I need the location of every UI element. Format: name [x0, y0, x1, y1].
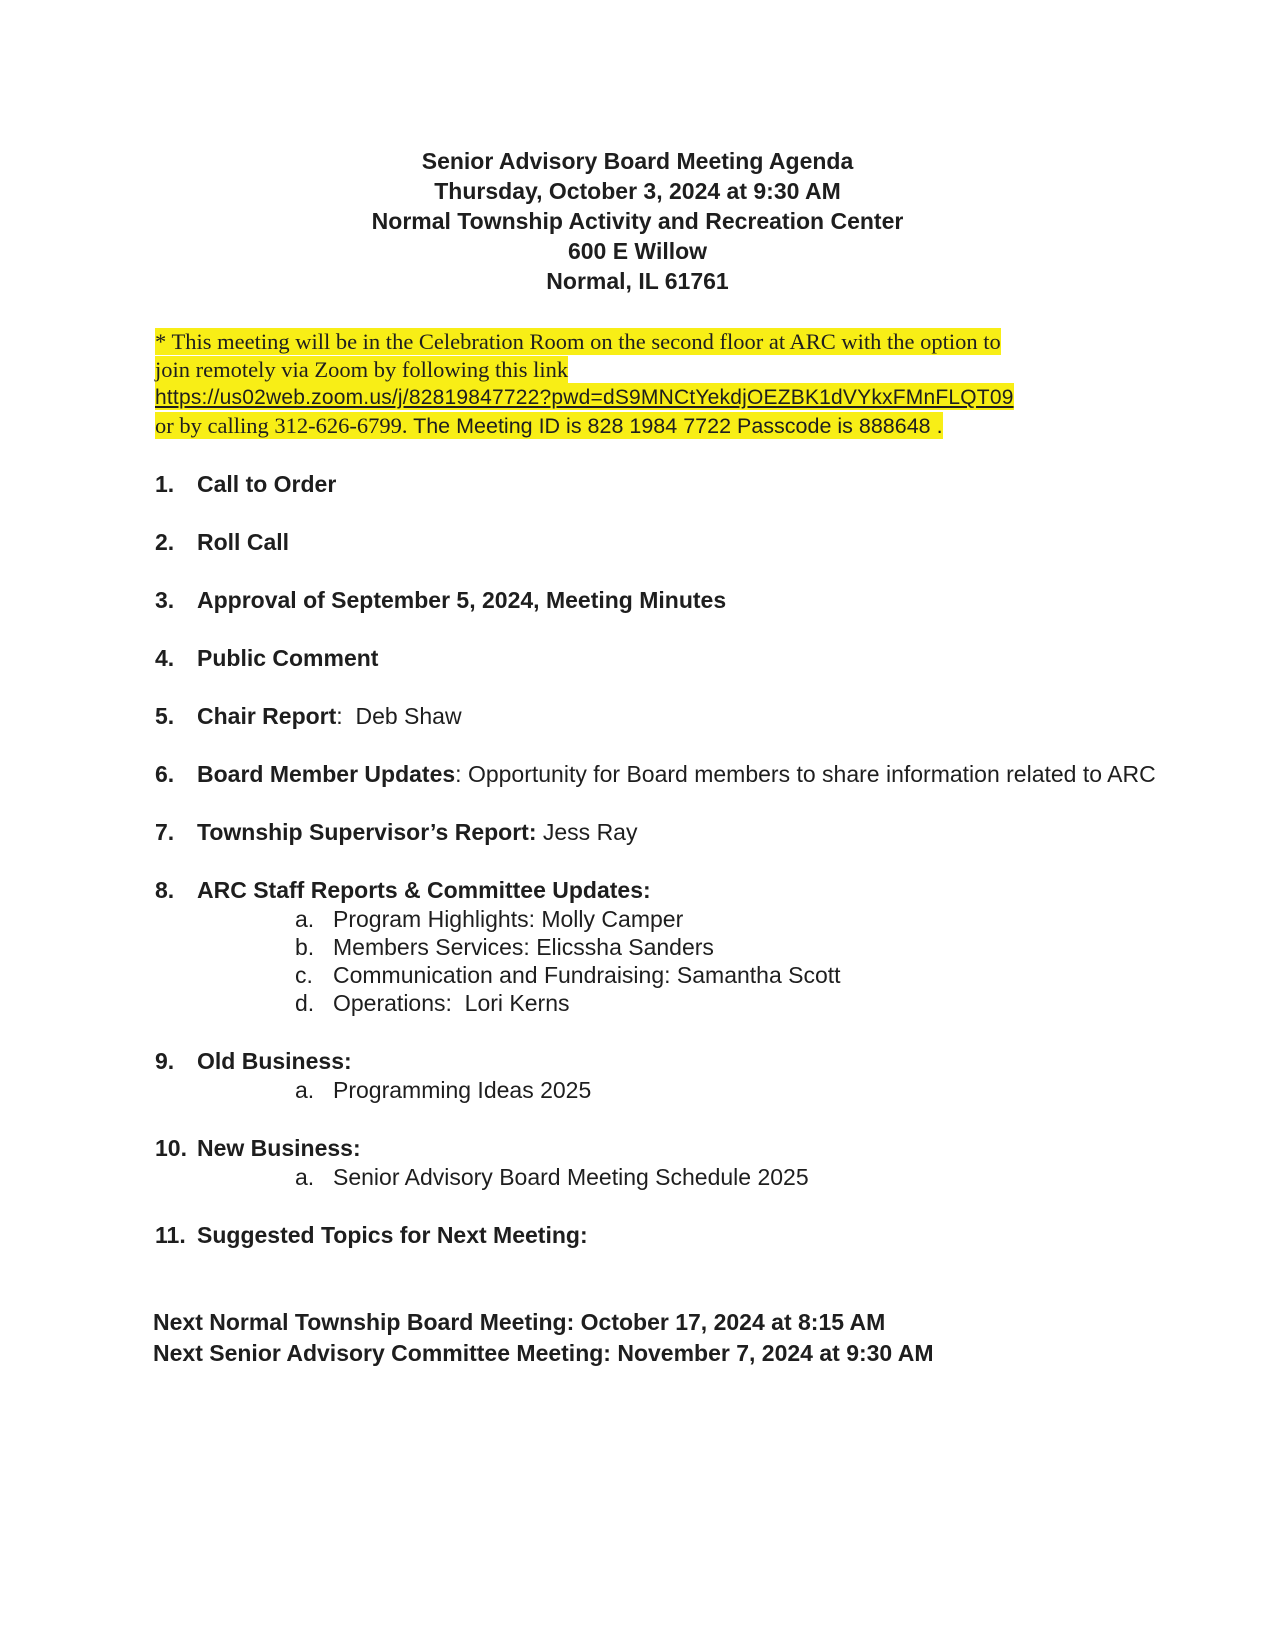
- agenda-item-1: [155, 470, 1165, 498]
- agenda-item-10: [155, 1134, 1165, 1191]
- document-header: [0, 0, 1275, 296]
- subitem-text: Programming Ideas 2025: [333, 1077, 592, 1103]
- agenda-item-11: [155, 1221, 1165, 1249]
- meeting-address: 600 E Willow: [567, 238, 708, 264]
- item-label: ARC Staff Reports & Committee Updates:: [197, 877, 651, 903]
- meeting-datetime: Thursday, October 3, 2024 at 9:30 AM: [434, 178, 841, 204]
- next-committee-meeting: Next Senior Advisory Committee Meeting: November 7, 2024 at 9:30 AM: [153, 1340, 934, 1366]
- subitem-10a: [295, 1163, 1165, 1191]
- item-label: Approval of September 5, 2024, Meeting Minutes: [197, 587, 727, 613]
- item-9-sublist: [197, 1076, 1165, 1104]
- subitem-letter: c.: [295, 962, 313, 988]
- next-meetings-footer: [153, 1307, 1165, 1369]
- item-number: 4.: [155, 645, 175, 671]
- next-board-meeting: Next Normal Township Board Meeting: October 17, 2024 at 8:15 AM: [153, 1309, 886, 1335]
- agenda-item-2: [155, 528, 1165, 556]
- subitem-letter: b.: [295, 934, 315, 960]
- item-number: 3.: [155, 587, 175, 613]
- zoom-link-wrap: [155, 383, 1014, 410]
- item-label: Suggested Topics for Next Meeting:: [197, 1222, 588, 1248]
- item-label: Township Supervisor’s Report:: [197, 819, 537, 845]
- item-number: 9.: [155, 1048, 175, 1074]
- subitem-text: Operations: Lori Kerns: [333, 990, 570, 1016]
- item-detail: : Deb Shaw: [336, 703, 462, 729]
- agenda-list: [155, 470, 1165, 1249]
- agenda-item-4: [155, 644, 1165, 672]
- item-label: Board Member Updates: [197, 761, 456, 787]
- meeting-id-text: The Meeting ID is 828 1984 7722 Passcode is 888648 .: [413, 413, 943, 438]
- agenda-item-3: [155, 586, 1165, 614]
- agenda-item-6: [155, 760, 1165, 788]
- agenda-item-9: [155, 1047, 1165, 1104]
- item-number: 7.: [155, 819, 175, 845]
- item-detail: : Opportunity for Board members to share information related to ARC: [455, 761, 1156, 787]
- document-title: Senior Advisory Board Meeting Agenda: [421, 148, 854, 174]
- item-number: 8.: [155, 877, 175, 903]
- meeting-location-notice: [155, 328, 1027, 440]
- meeting-city: Normal, IL 61761: [546, 268, 729, 294]
- item-number: 10.: [155, 1135, 187, 1161]
- item-label: Old Business:: [197, 1048, 352, 1074]
- meeting-venue: Normal Township Activity and Recreation Center: [371, 208, 904, 234]
- subitem-text: Senior Advisory Board Meeting Schedule 2025: [333, 1164, 809, 1190]
- item-label: New Business:: [197, 1135, 361, 1161]
- item-8-sublist: [197, 905, 1165, 1017]
- subitem-8b: [295, 933, 1165, 961]
- agenda-item-5: [155, 702, 1165, 730]
- item-label: Call to Order: [197, 471, 337, 497]
- subitem-9a: [295, 1076, 1165, 1104]
- item-10-sublist: [197, 1163, 1165, 1191]
- subitem-text: Communication and Fundraising: Samantha Scott: [333, 962, 841, 988]
- subitem-letter: d.: [295, 990, 315, 1016]
- dialin-info: [155, 412, 943, 439]
- subitem-text: Program Highlights: Molly Camper: [333, 906, 684, 932]
- item-label: Roll Call: [197, 529, 290, 555]
- item-number: 6.: [155, 761, 175, 787]
- subitem-letter: a.: [295, 1077, 315, 1103]
- item-number: 2.: [155, 529, 175, 555]
- subitem-8d: [295, 989, 1165, 1017]
- subitem-8c: [295, 961, 1165, 989]
- subitem-letter: a.: [295, 906, 315, 932]
- subitem-text: Members Services: Elicssha Sanders: [333, 934, 714, 960]
- dialin-serif-text: or by calling 312-626-6799.: [155, 412, 414, 438]
- notice-intro-text: * This meeting will be in the Celebration Room on the second floor at ARC with the option to join remotely via Zoom by following this link: [155, 329, 1001, 382]
- agenda-item-7: [155, 818, 1165, 846]
- item-label: Chair Report: [197, 703, 337, 729]
- item-detail: Jess Ray: [536, 819, 638, 845]
- item-number: 1.: [155, 471, 175, 497]
- item-number: 11.: [155, 1222, 186, 1248]
- item-label: Public Comment: [197, 645, 379, 671]
- agenda-item-8: [155, 876, 1165, 1017]
- zoom-meeting-link[interactable]: https://us02web.zoom.us/j/82819847722?pwd=dS9MNCtYekdjOEZBK1dVYkxFMnFLQT09: [155, 386, 1014, 409]
- subitem-8a: [295, 905, 1165, 933]
- subitem-letter: a.: [295, 1164, 315, 1190]
- item-number: 5.: [155, 703, 175, 729]
